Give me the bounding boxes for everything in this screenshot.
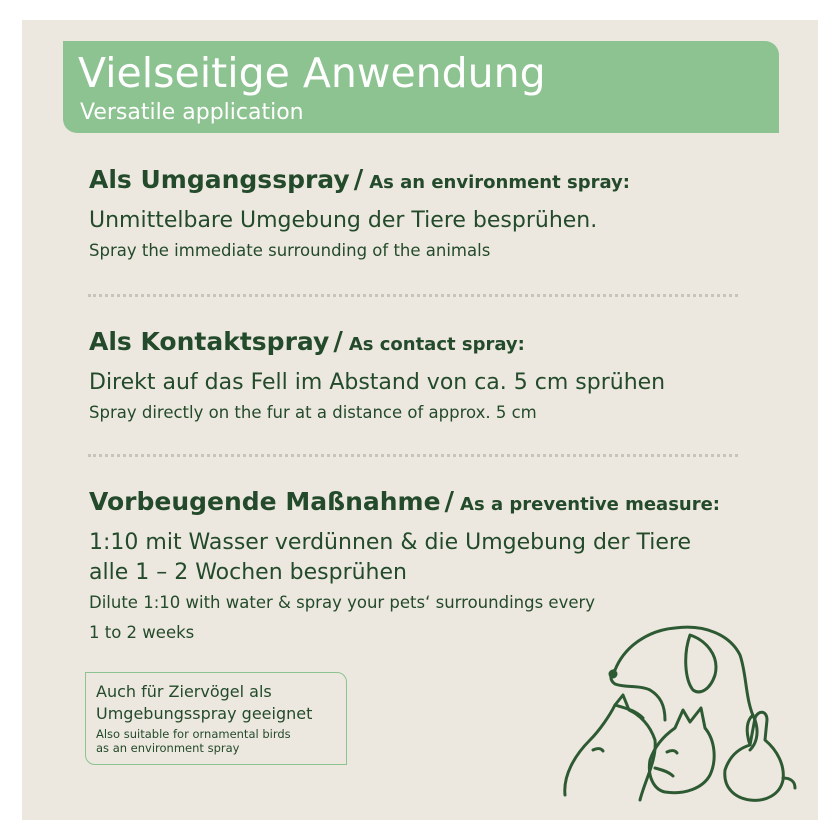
heading-separator: /: [444, 487, 455, 517]
header-banner: [63, 41, 779, 133]
dotted-divider: [88, 454, 738, 457]
heading-english: As a preventive measure:: [460, 494, 721, 515]
section-environment-spray: [89, 163, 769, 266]
rabbit-outline: [725, 712, 784, 800]
heading-english: As contact spray:: [348, 334, 525, 355]
instruction-english: Spray the immediate surrounding of the animals: [89, 241, 491, 260]
note-german: [96, 681, 312, 725]
dog-nose: [610, 671, 616, 677]
cat-eye: [667, 751, 677, 753]
instruction-german: Unmittelbare Umgebung der Tiere besprühen.: [89, 208, 598, 233]
note-english-line1: Also suitable for ornamental birds: [96, 727, 291, 741]
heading-german: Als Umgangsspray: [89, 165, 350, 194]
heading-german: Als Kontaktspray: [89, 327, 330, 356]
dotted-divider: [88, 294, 738, 297]
dog-ear: [686, 635, 716, 692]
page-title: Vielseitige Anwendung: [78, 49, 546, 97]
ornamental-birds-note: [85, 672, 347, 765]
section-heading: [89, 163, 769, 200]
section-heading: [89, 485, 769, 522]
heading-separator: /: [333, 327, 343, 357]
instruction-german: Direkt auf das Fell im Abstand von ca. 5 cm sprühen: [89, 370, 666, 395]
note-german-line1: Auch für Ziervögel als: [96, 682, 272, 701]
rabbit-tail: [783, 778, 795, 788]
cat-outline: [649, 708, 714, 793]
instruction-english-line2: 1 to 2 weeks: [89, 623, 195, 642]
heading-german: Vorbeugende Maßnahme: [89, 487, 441, 516]
animals-illustration-icon: [555, 610, 805, 810]
heading-english: As an environment spray:: [369, 172, 630, 193]
section-heading: [89, 325, 769, 362]
cat-whisker: [655, 768, 673, 776]
note-english: [96, 727, 291, 755]
instruction-german-line1: 1:10 mit Wasser verdünnen & die Umgebung der Tiere: [89, 530, 692, 555]
note-english-line2: as an environment spray: [96, 741, 240, 755]
heading-separator: /: [353, 165, 364, 195]
note-german-line2: Umgebungsspray geeignet: [96, 704, 313, 723]
instruction-english: Spray directly on the fur at a distance of approx. 5 cm: [89, 403, 537, 422]
section-contact-spray: [89, 325, 769, 428]
instruction-german-line2: alle 1 – 2 Wochen besprühen: [89, 560, 407, 585]
page-subtitle: Versatile application: [80, 100, 304, 125]
horse-outline: [565, 695, 655, 800]
instruction-english-line1: Dilute 1:10 with water & spray your pets‘ surroundings every: [89, 593, 596, 612]
horse-eye: [593, 749, 603, 751]
